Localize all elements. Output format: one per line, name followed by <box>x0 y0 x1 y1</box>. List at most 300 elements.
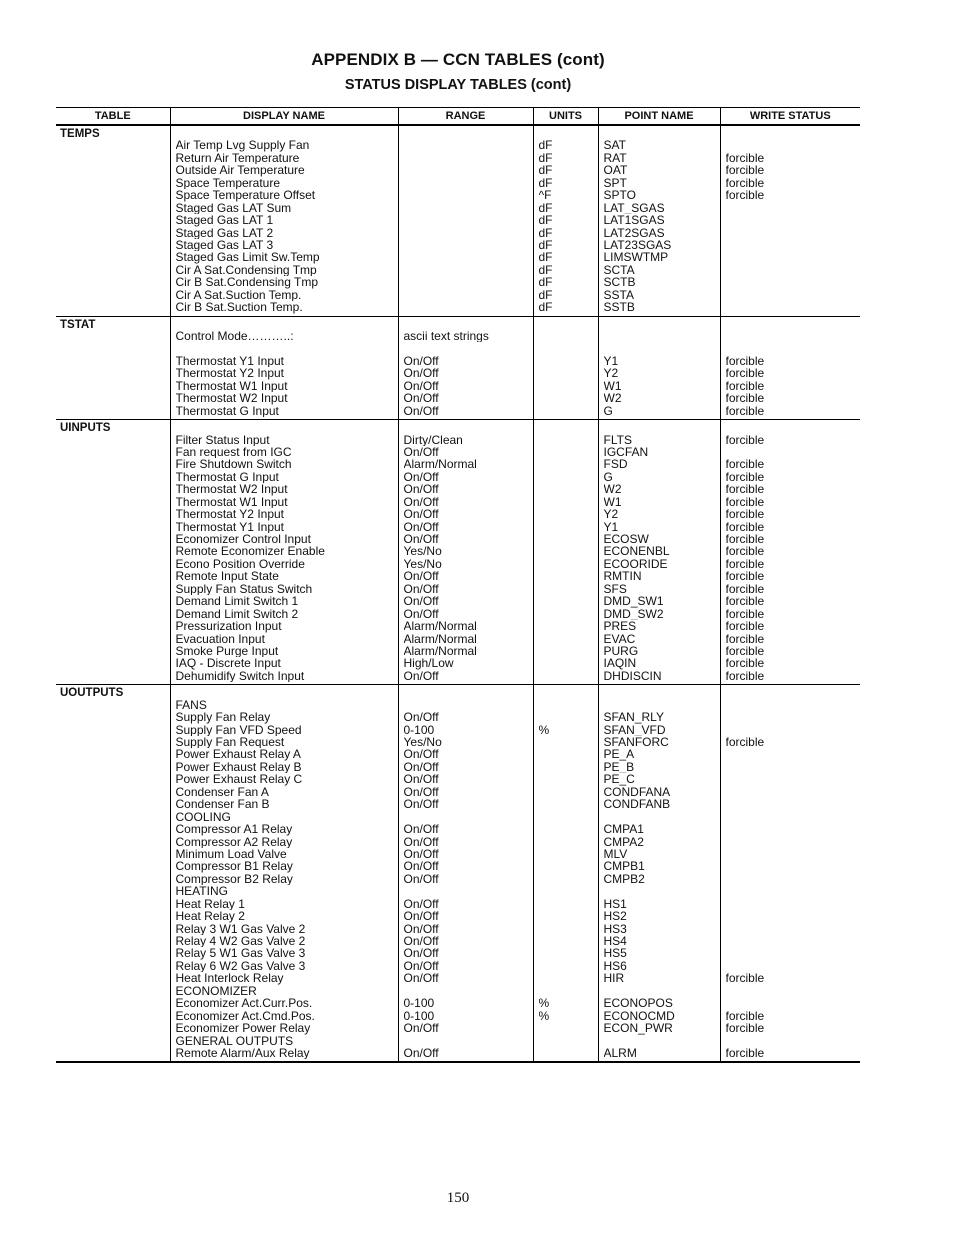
display-name-column <box>170 125 398 316</box>
write-status-cell: forcible <box>725 392 765 405</box>
write-status-cell <box>726 811 856 823</box>
units-cell <box>539 670 593 682</box>
display-name-cell: Remote Alarm/Aux Relay <box>175 1046 310 1060</box>
units-cell <box>539 405 593 417</box>
write-status-cell: forcible <box>725 620 765 633</box>
point-name-cell: ECONOPOS <box>603 997 673 1010</box>
point-name-cell: CMPA2 <box>603 835 644 848</box>
display-name-cell: Heat Interlock Relay <box>175 972 284 985</box>
units-cell <box>539 811 593 823</box>
display-name-cell: Demand Limit Switch 2 <box>175 607 299 621</box>
write-status-column <box>720 316 860 420</box>
units-column <box>533 316 598 420</box>
display-name-cell: Remote Input State <box>175 570 279 583</box>
column-header-units: UNITS <box>533 108 598 126</box>
range-cell: On/Off <box>403 773 439 786</box>
point-name-cell: PRES <box>603 620 637 633</box>
point-name-cell: HS1 <box>603 897 627 911</box>
write-status-cell <box>726 898 856 910</box>
range-cell: On/Off <box>403 872 439 886</box>
point-name-cell: SFANFORC <box>603 736 669 749</box>
write-status-cell: forcible <box>725 379 765 393</box>
display-name-cell: Control Mode………..: <box>175 330 294 343</box>
write-status-cell <box>726 202 856 214</box>
point-name-cell: CONDFANA <box>603 785 671 799</box>
range-cell <box>404 301 528 313</box>
range-cell: 0-100 <box>403 723 435 736</box>
page-title: APPENDIX B — CCN TABLES (cont) <box>311 50 605 69</box>
point-name-cell: PURG <box>603 644 639 658</box>
write-status-cell: forcible <box>725 189 765 202</box>
units-cell <box>539 798 593 810</box>
range-cell: On/Off <box>403 972 439 985</box>
write-status-cell <box>726 761 856 773</box>
range-cell: On/Off <box>403 798 439 811</box>
column-header-range: RANGE <box>398 108 533 126</box>
table-section-uoutputs <box>56 685 860 1063</box>
point-name-cell <box>604 811 715 823</box>
range-cell: On/Off <box>403 847 439 861</box>
range-cell: On/Off <box>403 404 439 418</box>
display-name-cell: Staged Gas LAT Sum <box>175 201 292 215</box>
display-name-cell: Supply Fan Status Switch <box>175 582 313 596</box>
point-name-column <box>598 420 720 685</box>
units-cell: dF <box>538 214 553 227</box>
point-name-column <box>598 125 720 316</box>
table-header-row <box>56 108 860 126</box>
units-cell: dF <box>538 276 553 289</box>
point-name-cell: ECON_PWR <box>603 1022 673 1035</box>
units-column <box>533 125 598 316</box>
units-cell <box>539 960 593 972</box>
write-status-cell <box>726 947 856 959</box>
display-name-cell: Space Temperature <box>175 176 281 190</box>
units-cell <box>539 923 593 935</box>
write-status-cell <box>726 885 856 897</box>
units-cell <box>539 330 593 342</box>
write-status-cell <box>726 724 856 736</box>
point-name-cell: LIMSWTMP <box>603 251 669 264</box>
point-name-cell <box>604 699 715 711</box>
display-name-column <box>170 685 398 1063</box>
point-name-cell: CMPB1 <box>603 860 645 873</box>
display-name-cell: Cir A Sat.Condensing Tmp <box>175 263 317 277</box>
display-name-cell: Cir B Sat.Condensing Tmp <box>175 276 319 289</box>
write-status-cell: forcible <box>725 508 765 521</box>
range-cell: On/Off <box>403 935 439 948</box>
range-cell: On/Off <box>403 379 439 393</box>
units-cell <box>539 380 593 392</box>
write-status-cell <box>726 923 856 935</box>
display-name-cell: Relay 6 W2 Gas Valve 3 <box>175 959 306 973</box>
point-name-cell: LAT2SGAS <box>603 226 665 239</box>
range-cell <box>404 885 528 897</box>
point-name-cell: HS6 <box>603 959 627 973</box>
display-name-cell: Economizer Control Input <box>175 533 311 546</box>
units-cell: dF <box>538 176 553 190</box>
point-name-cell: SFAN_RLY <box>603 711 664 724</box>
range-cell: Alarm/Normal <box>403 620 477 633</box>
point-name-cell: ECONOCMD <box>603 1009 675 1023</box>
range-cell: On/Off <box>403 495 439 509</box>
display-name-cell: Thermostat W1 Input <box>175 379 288 393</box>
write-status-cell <box>726 748 856 760</box>
units-cell: dF <box>538 251 553 264</box>
write-status-cell <box>726 1035 856 1047</box>
display-name-cell: Relay 3 W1 Gas Valve 2 <box>175 922 306 935</box>
units-cell <box>539 748 593 760</box>
range-cell: On/Off <box>403 445 439 459</box>
display-name-cell: Evacuation Input <box>175 632 265 645</box>
write-status-cell <box>726 699 856 711</box>
range-cell <box>404 811 528 823</box>
display-name-cell: Relay 5 W1 Gas Valve 3 <box>175 947 306 960</box>
units-cell <box>539 910 593 922</box>
column-header-display-name: DISPLAY NAME <box>170 108 398 126</box>
units-cell <box>539 1047 593 1059</box>
display-name-cell: Outside Air Temperature <box>175 164 305 177</box>
units-cell <box>539 342 593 354</box>
range-cell: On/Off <box>403 910 439 923</box>
units-cell <box>539 367 593 379</box>
point-name-cell: SAT <box>603 139 626 152</box>
point-name-cell: Y1 <box>603 354 619 368</box>
display-name-cell: Compressor A1 Relay <box>175 823 293 836</box>
units-cell <box>539 533 593 545</box>
write-status-cell: forcible <box>725 644 765 658</box>
write-status-cell: forcible <box>725 669 765 683</box>
units-cell <box>539 458 593 470</box>
point-name-cell: HS5 <box>603 947 627 960</box>
units-cell: dF <box>538 164 553 177</box>
write-status-cell: forcible <box>725 607 765 621</box>
units-cell: dF <box>538 238 553 252</box>
display-name-cell: FANS <box>175 698 207 712</box>
units-cell: dF <box>538 288 553 302</box>
range-cell: On/Off <box>403 860 439 873</box>
write-status-cell <box>726 446 856 458</box>
write-status-cell <box>726 301 856 313</box>
display-name-cell: Condenser Fan A <box>175 785 269 799</box>
display-name-cell: Smoke Purge Input <box>175 644 279 658</box>
write-status-cell <box>726 264 856 276</box>
write-status-cell: forcible <box>725 657 765 670</box>
display-name-cell: Heat Relay 1 <box>175 897 245 911</box>
write-status-cell <box>726 786 856 798</box>
display-name-cell: Compressor B1 Relay <box>175 860 293 873</box>
point-name-cell: HS4 <box>603 935 627 948</box>
write-status-cell: forcible <box>725 557 765 571</box>
display-name-cell: Thermostat Y1 Input <box>175 520 285 533</box>
units-cell <box>539 620 593 632</box>
write-status-column <box>720 125 860 316</box>
units-cell <box>539 392 593 404</box>
range-cell: On/Off <box>403 354 439 368</box>
display-name-column <box>170 420 398 685</box>
point-name-cell: SSTB <box>603 301 635 314</box>
display-name-cell: Thermostat W2 Input <box>175 483 288 496</box>
write-status-cell <box>726 935 856 947</box>
display-name-cell: COOLING <box>175 810 231 824</box>
point-name-cell: Y2 <box>603 508 619 521</box>
write-status-cell: forcible <box>725 1022 765 1035</box>
point-name-cell: PE_A <box>603 748 635 761</box>
column-header-write-status: WRITE STATUS <box>720 108 860 126</box>
write-status-cell <box>726 910 856 922</box>
range-cell <box>404 276 528 288</box>
point-name-cell: CONDFANB <box>603 798 671 811</box>
units-cell <box>539 823 593 835</box>
point-name-cell: SSTA <box>603 288 634 302</box>
write-status-cell: forcible <box>725 404 765 418</box>
display-name-cell: Staged Gas LAT 3 <box>175 238 274 252</box>
units-cell <box>539 645 593 657</box>
range-cell: On/Off <box>403 959 439 973</box>
display-name-cell: Fire Shutdown Switch <box>175 458 292 471</box>
range-cell: On/Off <box>403 582 439 596</box>
point-name-column <box>598 685 720 1063</box>
units-cell <box>539 471 593 483</box>
display-name-cell: Econo Position Override <box>175 557 305 571</box>
range-cell <box>404 227 528 239</box>
point-name-cell: SPTO <box>603 189 636 202</box>
point-name-cell: LAT23SGAS <box>603 238 672 252</box>
point-name-cell: IAQIN <box>603 657 637 670</box>
range-cell: On/Off <box>403 1046 439 1060</box>
write-status-cell <box>726 139 856 151</box>
point-name-column <box>598 316 720 420</box>
range-cell: On/Off <box>403 520 439 533</box>
write-status-cell <box>726 798 856 810</box>
range-cell: On/Off <box>403 785 439 799</box>
range-cell <box>404 164 528 176</box>
display-name-cell: Return Air Temperature <box>175 151 300 165</box>
display-name-cell: Air Temp Lvg Supply Fan <box>175 139 310 152</box>
units-cell <box>539 898 593 910</box>
units-cell: dF <box>538 151 553 165</box>
write-status-cell: forcible <box>725 470 765 484</box>
column-header-table: TABLE <box>56 108 170 126</box>
range-column <box>398 316 533 420</box>
units-cell <box>539 446 593 458</box>
range-column <box>398 685 533 1063</box>
status-display-table <box>56 107 860 1063</box>
point-name-cell: SPT <box>603 176 627 190</box>
write-status-cell <box>726 848 856 860</box>
point-name-cell: FLTS <box>603 433 632 446</box>
display-name-cell <box>176 342 393 354</box>
units-cell <box>539 545 593 557</box>
display-name-cell: Economizer Act.Cmd.Pos. <box>175 1009 315 1023</box>
range-cell: 0-100 <box>403 1009 435 1023</box>
write-status-cell: forcible <box>725 1009 765 1023</box>
units-cell <box>539 496 593 508</box>
write-status-cell <box>726 823 856 835</box>
write-status-cell <box>726 251 856 263</box>
point-name-cell: DMD_SW2 <box>603 607 664 621</box>
display-name-cell: Thermostat W1 Input <box>175 495 288 509</box>
display-name-cell: GENERAL OUTPUTS <box>175 1034 294 1047</box>
range-cell <box>404 1035 528 1047</box>
range-cell <box>404 342 528 354</box>
write-status-cell: forcible <box>725 495 765 509</box>
units-cell <box>539 633 593 645</box>
units-cell <box>539 595 593 607</box>
section-name: UOUTPUTS <box>56 685 170 1063</box>
units-cell <box>539 786 593 798</box>
point-name-cell: HIR <box>603 972 625 985</box>
point-name-cell: HS3 <box>603 922 627 935</box>
display-name-cell: Minimum Load Valve <box>175 847 287 861</box>
table-section-uinputs <box>56 420 860 685</box>
point-name-cell: LAT1SGAS <box>603 214 665 227</box>
range-cell: Dirty/Clean <box>403 433 463 446</box>
range-cell <box>404 152 528 164</box>
point-name-cell: SCTB <box>603 276 636 289</box>
range-cell <box>404 202 528 214</box>
point-name-cell <box>604 342 715 354</box>
range-cell: On/Off <box>403 607 439 621</box>
write-status-cell: forcible <box>725 736 765 749</box>
range-column <box>398 420 533 685</box>
point-name-cell: LAT_SGAS <box>603 201 665 215</box>
display-name-cell: Power Exhaust Relay A <box>175 748 301 761</box>
units-cell <box>539 761 593 773</box>
write-status-cell: forcible <box>725 545 765 558</box>
units-cell <box>539 836 593 848</box>
units-cell <box>539 434 593 446</box>
units-cell: % <box>538 997 550 1010</box>
units-cell: % <box>538 1009 550 1023</box>
point-name-cell: ECONENBL <box>603 545 670 558</box>
display-name-cell: Thermostat W2 Input <box>175 392 288 405</box>
units-cell: ^F <box>538 189 552 202</box>
write-status-cell: forcible <box>725 354 765 368</box>
section-name: TEMPS <box>56 125 170 316</box>
write-status-cell <box>726 860 856 872</box>
units-cell: dF <box>538 201 553 215</box>
units-cell <box>539 947 593 959</box>
range-cell: On/Off <box>403 823 439 836</box>
display-name-cell: Fan request from IGC <box>175 445 292 459</box>
range-cell <box>404 239 528 251</box>
units-cell <box>539 985 593 997</box>
write-status-cell: forcible <box>725 433 765 446</box>
write-status-cell <box>726 873 856 885</box>
page-subtitle: STATUS DISPLAY TABLES (cont) <box>344 77 572 93</box>
display-name-cell: Thermostat G Input <box>175 470 279 484</box>
range-cell <box>404 264 528 276</box>
range-cell: On/Off <box>403 367 439 380</box>
display-name-cell: Thermostat Y2 Input <box>175 367 285 380</box>
write-status-cell: forcible <box>725 533 765 546</box>
display-name-cell: Supply Fan Relay <box>175 711 271 724</box>
display-name-cell: Filter Status Input <box>175 433 270 446</box>
write-status-cell: forcible <box>725 367 765 380</box>
display-name-cell: Cir A Sat.Suction Temp. <box>175 288 302 302</box>
write-status-cell <box>726 330 856 342</box>
range-cell: Alarm/Normal <box>403 458 477 471</box>
display-name-cell: Relay 4 W2 Gas Valve 2 <box>175 935 306 948</box>
display-name-cell: Supply Fan Request <box>175 736 285 749</box>
units-cell: dF <box>538 301 553 314</box>
display-name-cell: Thermostat G Input <box>175 404 279 418</box>
write-status-cell <box>726 985 856 997</box>
point-name-cell: PE_B <box>603 760 635 774</box>
point-name-cell: MLV <box>603 847 628 861</box>
write-status-cell: forcible <box>725 151 765 165</box>
write-status-cell: forcible <box>725 582 765 596</box>
point-name-cell <box>604 1035 715 1047</box>
display-name-cell: Space Temperature Offset <box>175 189 316 202</box>
range-cell <box>404 699 528 711</box>
range-cell: On/Off <box>403 483 439 496</box>
range-cell: On/Off <box>403 595 439 608</box>
display-name-cell: ECONOMIZER <box>175 984 257 998</box>
units-cell <box>539 860 593 872</box>
range-cell: On/Off <box>403 470 439 484</box>
units-cell <box>539 1022 593 1034</box>
units-cell <box>539 583 593 595</box>
units-cell <box>539 885 593 897</box>
write-status-cell <box>726 997 856 1009</box>
section-name: TSTAT <box>56 316 170 420</box>
display-name-cell: Staged Gas LAT 2 <box>175 226 274 239</box>
point-name-cell: FSD <box>603 458 628 471</box>
display-name-cell: Demand Limit Switch 1 <box>175 595 299 608</box>
point-name-cell: PE_C <box>603 773 635 786</box>
display-name-cell: Condenser Fan B <box>175 798 270 811</box>
range-cell: On/Off <box>403 1022 439 1035</box>
point-name-cell: IGCFAN <box>603 445 649 459</box>
table-section-tstat <box>56 316 860 420</box>
range-cell: Yes/No <box>403 736 442 749</box>
point-name-cell: W1 <box>603 379 622 393</box>
units-cell <box>539 521 593 533</box>
units-cell <box>539 935 593 947</box>
range-cell: On/Off <box>403 508 439 521</box>
point-name-cell: HS2 <box>603 910 627 923</box>
range-cell: ascii text strings <box>403 330 489 343</box>
write-status-cell <box>726 342 856 354</box>
point-name-cell <box>604 330 715 342</box>
write-status-cell <box>726 276 856 288</box>
range-cell: On/Off <box>403 392 439 405</box>
display-name-cell: Staged Gas Limit Sw.Temp <box>175 251 320 264</box>
write-status-cell: forcible <box>725 632 765 645</box>
range-cell: Alarm/Normal <box>403 632 477 645</box>
range-cell: Yes/No <box>403 545 442 558</box>
point-name-cell: OAT <box>603 164 628 177</box>
range-cell: On/Off <box>403 922 439 935</box>
range-cell: On/Off <box>403 835 439 848</box>
write-status-cell: forcible <box>725 972 765 985</box>
column-header-point-name: POINT NAME <box>598 108 720 126</box>
point-name-cell: ECOSW <box>603 533 649 546</box>
write-status-cell <box>726 960 856 972</box>
write-status-cell <box>726 227 856 239</box>
units-cell <box>539 699 593 711</box>
write-status-column <box>720 420 860 685</box>
range-cell: Yes/No <box>403 557 442 571</box>
display-name-cell: Pressurization Input <box>175 620 282 633</box>
units-column <box>533 420 598 685</box>
point-name-cell: SFAN_VFD <box>603 723 666 736</box>
range-cell: On/Off <box>403 570 439 583</box>
range-cell <box>404 189 528 201</box>
table-section-temps <box>56 125 860 316</box>
point-name-cell: DHDISCIN <box>603 669 662 683</box>
